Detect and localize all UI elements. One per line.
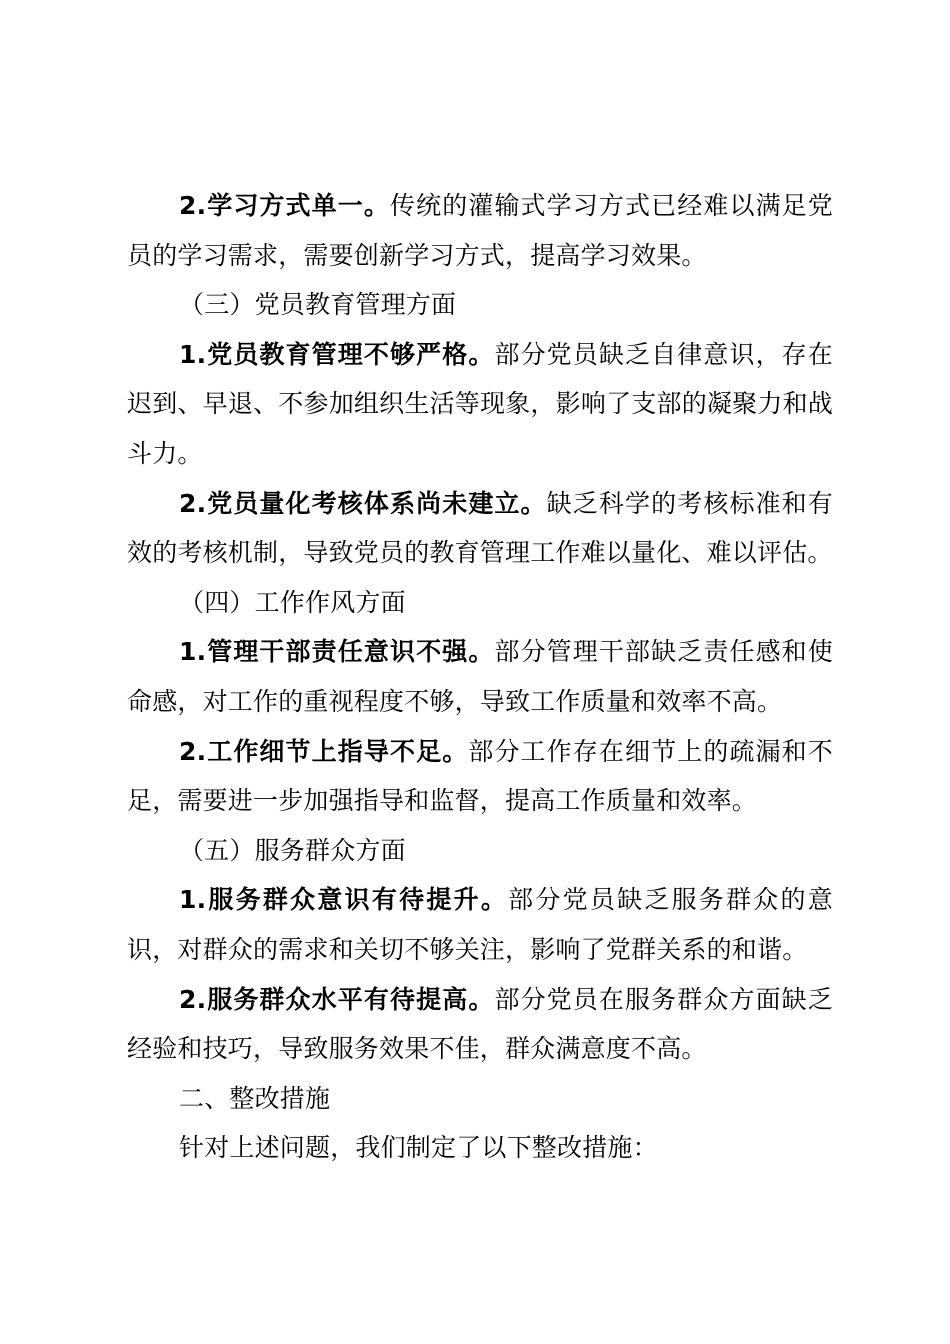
paragraph-heading: 1.管理干部责任意识不强。 bbox=[179, 637, 495, 667]
document-body bbox=[127, 181, 833, 1173]
section-heading-serving-masses bbox=[127, 826, 833, 876]
paragraph-service-awareness bbox=[127, 875, 833, 974]
section-heading-text: （四）工作作风方面 bbox=[179, 587, 406, 617]
paragraph-text: 部分管理干部缺乏责任感和使命感，对工作的重视程度不够，导致工作质量和效率不高。 bbox=[127, 637, 833, 716]
section-heading-text: （三）党员教育管理方面 bbox=[179, 290, 457, 320]
paragraph-responsibility bbox=[127, 627, 833, 726]
section-heading-rectification bbox=[127, 1074, 833, 1124]
paragraph-heading: 2.学习方式单一。 bbox=[179, 191, 390, 220]
paragraph-text: 传统的灌输式学习方式已经难以满足党员的学习需求，需要创新学习方式，提高学习效果。 bbox=[127, 191, 833, 270]
paragraph-heading: 2.党员量化考核体系尚未建立。 bbox=[179, 488, 547, 518]
paragraph-text: 部分党员在服务群众方面缺乏经验和技巧，导致服务效果不佳，群众满意度不高。 bbox=[127, 984, 833, 1064]
paragraph-heading: 1.党员教育管理不够严格。 bbox=[179, 339, 495, 369]
paragraph-guidance bbox=[127, 727, 833, 826]
paragraph-heading: 2.工作细节上指导不足。 bbox=[179, 736, 469, 766]
paragraph-text: 针对上述问题，我们制定了以下整改措施： bbox=[179, 1133, 658, 1163]
paragraph-text: 缺乏科学的考核标准和有效的考核机制，导致党员的教育管理工作难以量化、难以评估。 bbox=[127, 488, 833, 568]
paragraph-management-strictness bbox=[127, 330, 833, 479]
paragraph-heading: 2.服务群众水平有待提高。 bbox=[179, 984, 495, 1014]
paragraph-heading: 1.服务群众意识有待提升。 bbox=[179, 885, 509, 915]
paragraph-service-level bbox=[127, 975, 833, 1074]
paragraph-learning-method bbox=[127, 181, 833, 280]
section-heading-work-style bbox=[127, 578, 833, 628]
section-heading-text: 二、整改措施 bbox=[179, 1083, 331, 1113]
paragraph-intro-measures bbox=[127, 1123, 833, 1173]
paragraph-text: 部分工作存在细节上的疏漏和不足，需要进一步加强指导和监督，提高工作质量和效率。 bbox=[127, 736, 833, 816]
paragraph-assessment-system bbox=[127, 479, 833, 578]
section-heading-education-management bbox=[127, 280, 833, 330]
paragraph-text: 部分党员缺乏自律意识，存在迟到、早退、不参加组织生活等现象，影响了支部的凝聚力和战斗力。 bbox=[127, 339, 833, 468]
paragraph-text: 部分党员缺乏服务群众的意识，对群众的需求和关切不够关注，影响了党群关系的和谐。 bbox=[127, 885, 834, 964]
section-heading-text: （五）服务群众方面 bbox=[179, 835, 406, 865]
